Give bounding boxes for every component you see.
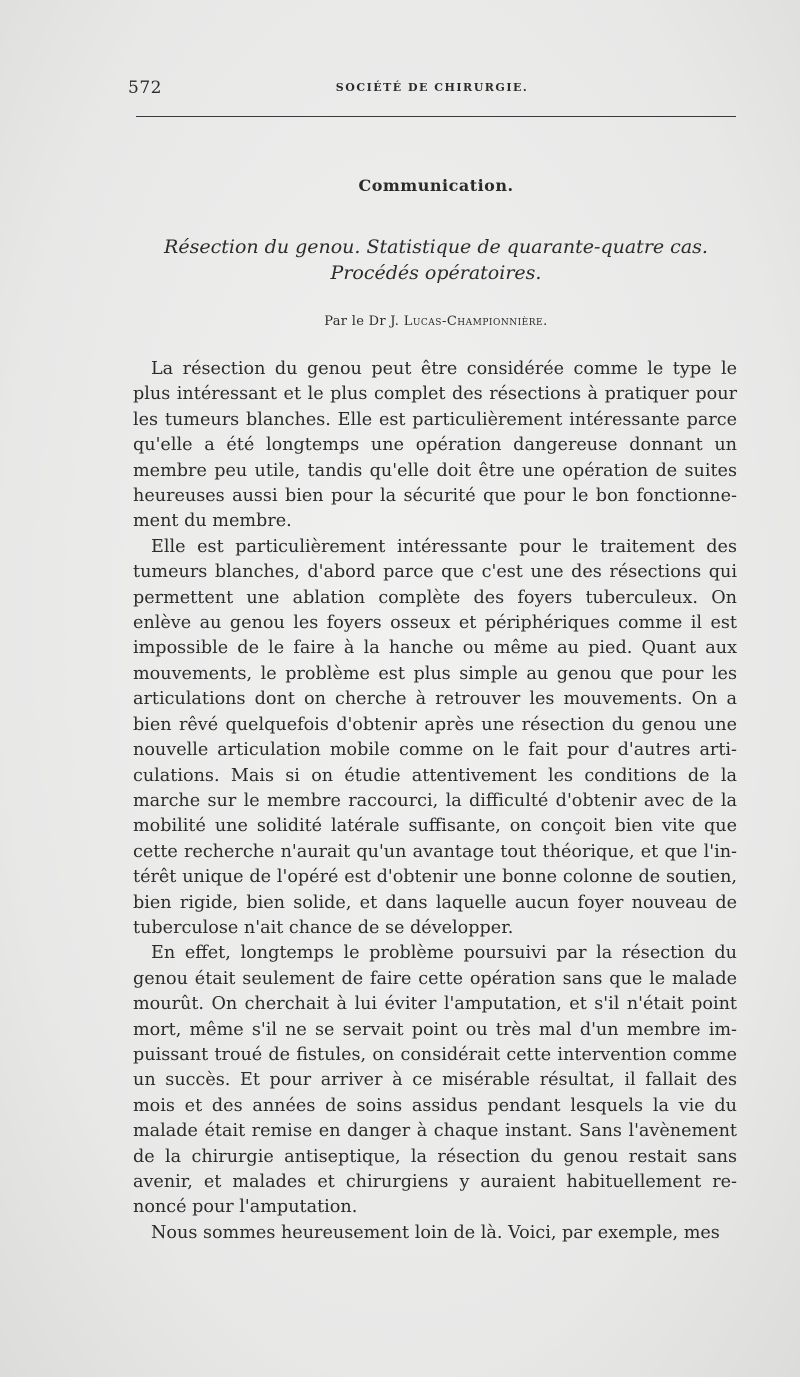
paragraph: En effet, longtemps le problème poursuivi par la résection du genou était seulement de faire cette opération sans que le malade mourût. On cherchait à lui éviter l'amputation, et s'il n'était point mort, même s'il ne se servait point ou très mal d'un membre impuissant troué de fistules, on considérait cette intervention comme un succès. Et pour arriver à ce misérable résultat, il fallait des mois et des années de soins assidus pendant lesquels la vie du malade était remise en danger à chaque instant. Sans l'avènement de la chirurgie antiseptique, la résection du genou restait sans avenir, et malades et chirurgiens y auraient habituellement renoncé pour l'amputation. [133, 943, 737, 1218]
paragraph: Elle est particulièrement intéressante pour le traitement des tumeurs blanches, d'abord parce que c'est une des résections qui permettent une ablation complète des foyers tuberculeux. On enlève au genou les foyers osseux et périphériques comme il est impossible de le faire à la hanche ou même au pied. Quant aux mouvements, le problème est plus simple au genou que pour les articulations dont on cherche à retrouver les mouvements. On a bien rêvé quelquefois d'obtenir après une résection du genou une nouvelle articulation mobile comme on le fait pour d'autres articulations. Mais si on étudie attentivement les conditions de la marche sur le membre raccourci, la difficulté d'obtenir avec de la mobilité une solidité latérale suffisante, on conçoit bien vite que cette recherche n'aurait qu'un avantage tout théorique, et que l'intérêt unique de l'opéré est d'obtenir une bonne colonne de soutien, bien rigide, bien solide, et dans laquelle aucun foyer nouveau de tuberculose n'ait chance de se développer. [133, 536, 737, 938]
section-heading: Communication. [358, 176, 514, 195]
paragraph: La résection du genou peut être considérée comme le type le plus intéressant et le plus complet des résections à pratiquer pour les tumeurs blanches. Elle est particulièrement intéressante parce qu'elle a été longtemps une opération dangereuse donnant un membre peu utile, tandis qu'elle doit être une opération de suites heureuses aussi bien pour la sécurité que pour le bon fonctionnement du membre. [133, 359, 737, 532]
header-rule [136, 116, 736, 117]
paragraph: Nous sommes heureusement loin de là. Voici, par exemple, mes [151, 1222, 720, 1243]
body-text [133, 357, 737, 1246]
byline [136, 314, 736, 329]
running-title: SOCIÉTÉ DE CHIRURGIE. [335, 81, 529, 94]
running-head [128, 78, 736, 102]
article-title-line-1: Résection du genou. Statistique de quarante-quatre cas. [164, 236, 708, 258]
article-title [136, 234, 736, 286]
byline-author: Lucas-Championnière. [403, 314, 548, 329]
article-title-line-2: Procédés opératoires. [330, 262, 542, 284]
page-number: 572 [128, 78, 162, 98]
byline-prefix: Par le Dr J. [324, 314, 400, 329]
